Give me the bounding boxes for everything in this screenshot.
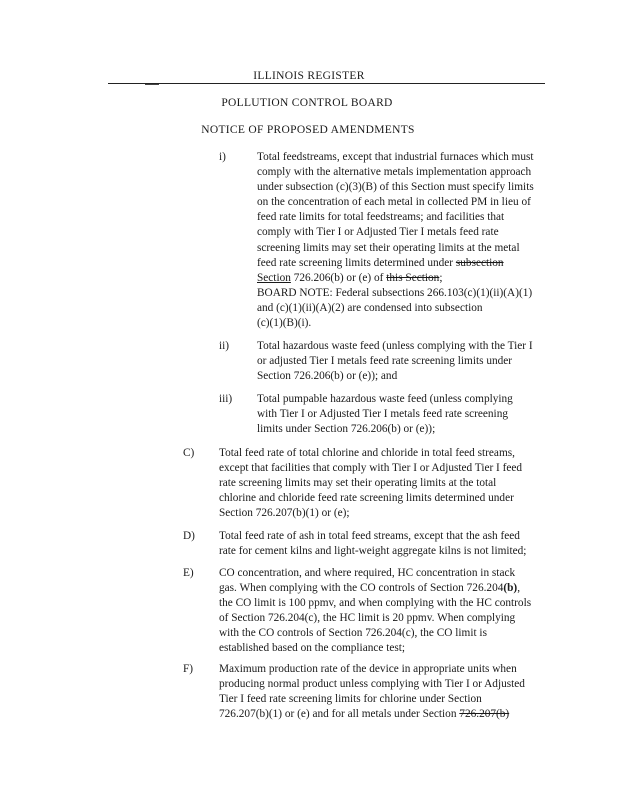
- item-c-line: Total feed rate of total chlorine and chloride in total feed streams,: [219, 447, 515, 459]
- inserted-text: Section: [257, 271, 291, 284]
- board-note-line: and (c)(1)(ii)(A)(2) are condensed into subsection: [257, 302, 483, 315]
- item-d-line: Total feed rate of ash in total feed streams, except that the ash feed: [219, 530, 520, 542]
- item-f-label: F): [183, 663, 194, 675]
- item-i-line: on the concentration of each metal in collected PM in lieu of: [257, 196, 531, 209]
- item-i-label: i): [219, 151, 226, 163]
- item-i-text-span: ;: [439, 271, 443, 284]
- board-note-line: (c)(1)(B)(i).: [257, 317, 312, 330]
- item-e-line: with the CO controls of Section 726.204(c), the CO limit is: [219, 627, 487, 640]
- item-ii-line: Section 726.206(b) or (e)); and: [257, 370, 398, 383]
- item-e-line: the CO limit is 100 ppmv, and when complying with the HC controls: [219, 597, 532, 610]
- item-ii-label: ii): [219, 340, 230, 352]
- item-i-line: Total feedstreams, except that industrial furnaces which must: [257, 151, 534, 163]
- item-ii-text: [257, 339, 533, 384]
- board-note: [257, 286, 532, 331]
- item-e-text-span: gas. When complying with the CO controls of Section 726.204: [219, 582, 504, 595]
- item-i-line: under subsection (c)(3)(B) of this Section must specify limits: [257, 181, 534, 194]
- deleted-text: 726.207(b): [459, 708, 510, 721]
- board-header: POLLUTION CONTROL BOARD: [221, 97, 393, 109]
- board-note-line: BOARD NOTE: Federal subsections 266.103(c)(1)(ii)(A)(1): [257, 287, 533, 299]
- item-f-text-span: 726.207(b)(1) or (e) and for all metals under Section: [219, 708, 460, 721]
- item-e-line: of Section 726.204(c), the HC limit is 20 ppmv. When complying: [219, 612, 516, 625]
- item-f-line: producing normal product unless complying with Tier I or Adjusted: [219, 678, 525, 691]
- item-c-text: [219, 446, 522, 521]
- header-rule: [108, 83, 545, 84]
- item-i-line: screening limits may set their operating limits at the metal: [257, 241, 520, 254]
- emphasized-text: (b): [503, 582, 518, 595]
- item-f-line: Tier I feed rate screening limits for chlorine under Section: [219, 693, 482, 706]
- item-i-text: [257, 150, 534, 286]
- item-i-line: comply with the alternative metals implementation approach: [257, 166, 532, 179]
- notice-header: NOTICE OF PROPOSED AMENDMENTS: [201, 124, 415, 136]
- item-d-text: [219, 529, 526, 559]
- item-e-text: [219, 566, 531, 657]
- item-c-line: Section 726.207(b)(1) or (e);: [219, 507, 350, 520]
- item-i-line: feed rate limits for total feedstreams; and facilities that: [257, 211, 505, 224]
- item-d-label: D): [183, 530, 195, 542]
- item-c-label: C): [183, 447, 195, 459]
- item-e-label: E): [183, 567, 194, 579]
- register-header: ILLINOIS REGISTER: [253, 70, 365, 82]
- item-f-line: Maximum production rate of the device in appropriate units when: [219, 663, 517, 675]
- item-c-line: rate screening limits may set their operating limits at the total: [219, 477, 497, 490]
- item-iii-line: limits under Section 726.206(b) or (e));: [257, 423, 436, 436]
- item-ii-line: or adjusted Tier I metals feed rate screening limits under: [257, 355, 513, 368]
- item-c-line: chlorine and chloride feed rate screening limits determined under: [219, 492, 514, 505]
- item-c-line: except that facilities that comply with Tier I or Adjusted Tier I feed: [219, 462, 523, 475]
- item-e-line: established based on the compliance test;: [219, 642, 406, 655]
- item-d-line: rate for cement kilns and light-weight aggregate kilns is not limited;: [219, 545, 527, 558]
- item-iii-text: [257, 392, 513, 437]
- item-i-line: [257, 271, 534, 286]
- item-f-line: [219, 707, 525, 722]
- item-f-text: [219, 662, 525, 722]
- item-i-text-span: feed rate screening limits determined under: [257, 256, 456, 269]
- item-e-text-span: ,: [517, 582, 521, 595]
- header-rule-mark: [145, 84, 159, 85]
- item-i-line: [257, 256, 534, 271]
- item-e-line: CO concentration, and where required, HC concentration in stack: [219, 567, 516, 579]
- item-i-text-span: 726.206(b) or (e) of: [290, 271, 387, 284]
- item-e-line: [219, 581, 531, 596]
- item-iii-label: iii): [219, 393, 233, 405]
- item-iii-line: with Tier I or Adjusted Tier I metals feed rate screening: [257, 408, 508, 421]
- item-iii-line: Total pumpable hazardous waste feed (unless complying: [257, 393, 513, 405]
- deleted-text: this Section: [386, 271, 440, 284]
- deleted-text: subsection: [455, 256, 504, 269]
- item-ii-line: Total hazardous waste feed (unless complying with the Tier I: [257, 340, 533, 352]
- item-i-line: comply with Tier I or Adjusted Tier I metals feed rate: [257, 226, 499, 239]
